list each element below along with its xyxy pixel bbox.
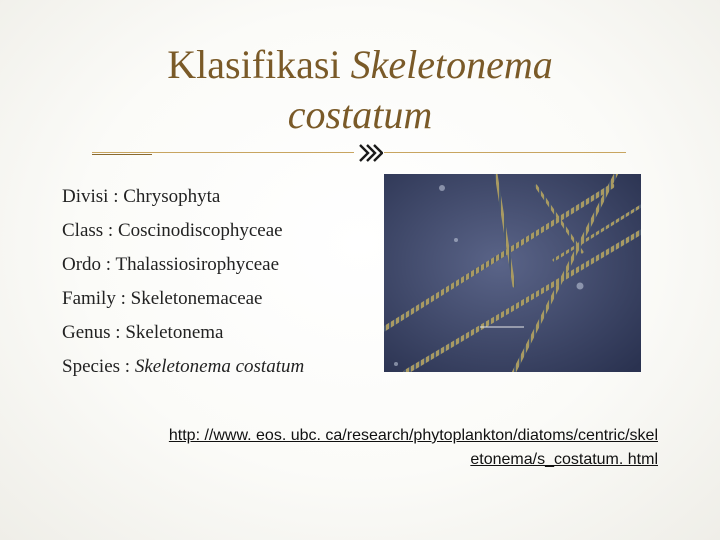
classification-row-divisi: Divisi : Chrysophyta <box>62 186 221 207</box>
title-rule-left <box>92 152 354 153</box>
title-line-1 <box>60 40 660 90</box>
title-rule-accent <box>92 154 152 155</box>
source-link-line-1[interactable]: http: //www. eos. ubc. ca/research/phytoplankton/diatoms/centric/skel <box>168 427 658 444</box>
classification-row-species: Species : Skeletonema costatum <box>62 356 305 377</box>
title-line-2 <box>60 90 660 140</box>
diatom-micrograph-image <box>384 174 641 372</box>
source-link[interactable] <box>60 424 658 472</box>
title-rule-right <box>384 152 626 153</box>
classification-row-ordo: Ordo : Thalassiosirophyceae <box>62 254 280 275</box>
classification-list <box>62 180 304 384</box>
classification-row-genus: Genus : Skeletonema <box>62 322 224 343</box>
slide-title <box>60 40 660 140</box>
classification-row-family: Family : Skeletonemaceae <box>62 288 263 309</box>
source-link-line-2[interactable]: etonema/s_costatum. html <box>470 451 658 468</box>
ornament-icon <box>357 143 383 163</box>
title-prefix: Klasifikasi <box>167 42 351 87</box>
title-genus: Skeletonema <box>350 42 553 87</box>
title-species: costatum <box>287 92 433 137</box>
classification-row-class: Class : Coscinodiscophyceae <box>62 220 283 241</box>
